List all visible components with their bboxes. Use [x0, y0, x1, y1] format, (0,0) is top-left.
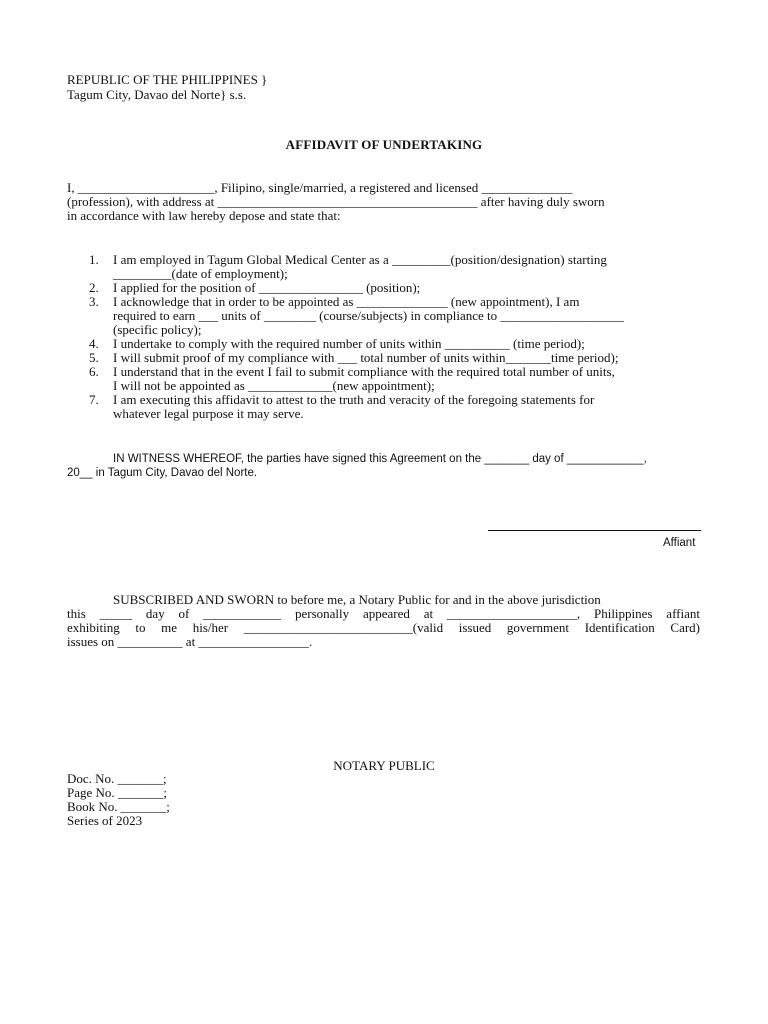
jurat-line-3: exhibiting to me his/her __________________________(valid issued government Identification Card) — [67, 620, 700, 635]
header-republic: REPUBLIC OF THE PHILIPPINES } — [67, 72, 268, 87]
header-city: Tagum City, Davao del Norte} s.s. — [67, 87, 247, 102]
list-item-text: whatever legal purpose it may serve. — [113, 406, 304, 421]
list-item-text: I acknowledge that in order to be appointed as ______________ (new appointment), I am — [113, 294, 580, 309]
list-item-number: 4. — [89, 336, 99, 351]
affiant-label: Affiant — [663, 537, 696, 549]
document-title: AFFIDAVIT OF UNDERTAKING — [285, 137, 483, 152]
list-item-text: I am executing this affidavit to attest to the truth and veracity of the foregoing statements for — [113, 392, 595, 407]
notary-public-title: NOTARY PUBLIC — [333, 758, 435, 773]
intro-line-1: I, _____________________, Filipino, single/married, a registered and licensed ______________ — [67, 180, 573, 195]
list-item-text: I understand that in the event I fail to submit compliance with the required total number of units, — [113, 364, 615, 379]
series-year: Series of 2023 — [67, 813, 143, 828]
jurat-line-2: this _____ day of ____________ personally appeared at ____________________, Philippines affiant — [67, 606, 700, 621]
intro-line-2: (profession), with address at ________________________________________ after having duly sworn — [67, 194, 605, 209]
list-item-number: 1. — [89, 252, 99, 267]
book-number: Book No. _______; — [67, 799, 170, 814]
witness-line-2: 20__ in Tagum City, Davao del Norte. — [67, 467, 258, 479]
page-number: Page No. _______; — [67, 785, 168, 800]
doc-number: Doc. No. _______; — [67, 771, 167, 786]
jurat-line-1: SUBSCRIBED AND SWORN to before me, a Notary Public for and in the above jurisdiction — [113, 592, 601, 607]
list-item-text: I undertake to comply with the required number of units within __________ (time period); — [113, 336, 585, 351]
list-item-number: 6. — [89, 364, 99, 379]
list-item-number: 7. — [89, 392, 99, 407]
list-item-text: I applied for the position of ________________ (position); — [113, 280, 421, 295]
list-item-number: 5. — [89, 350, 99, 365]
list-item-text: I will submit proof of my compliance with ___ total number of units within_______time period); — [113, 350, 619, 365]
list-item-text: required to earn ___ units of ________ (course/subjects) in compliance to ___________________ — [113, 308, 624, 323]
witness-line-1: IN WITNESS WHEREOF, the parties have signed this Agreement on the _______ day of ____________, — [113, 453, 647, 465]
list-item-text: I am employed in Tagum Global Medical Center as a _________(position/designation) starting — [113, 252, 607, 267]
list-item-text: _________(date of employment); — [113, 266, 288, 281]
affiant-signature-line — [488, 530, 701, 531]
intro-line-3: in accordance with law hereby depose and state that: — [67, 208, 341, 223]
list-item-number: 3. — [89, 294, 99, 309]
list-item-text: I will not be appointed as _____________(new appointment); — [113, 378, 435, 393]
jurat-line-4: issues on __________ at _________________. — [67, 634, 313, 649]
list-item-number: 2. — [89, 280, 99, 295]
list-item-text: (specific policy); — [113, 322, 202, 337]
